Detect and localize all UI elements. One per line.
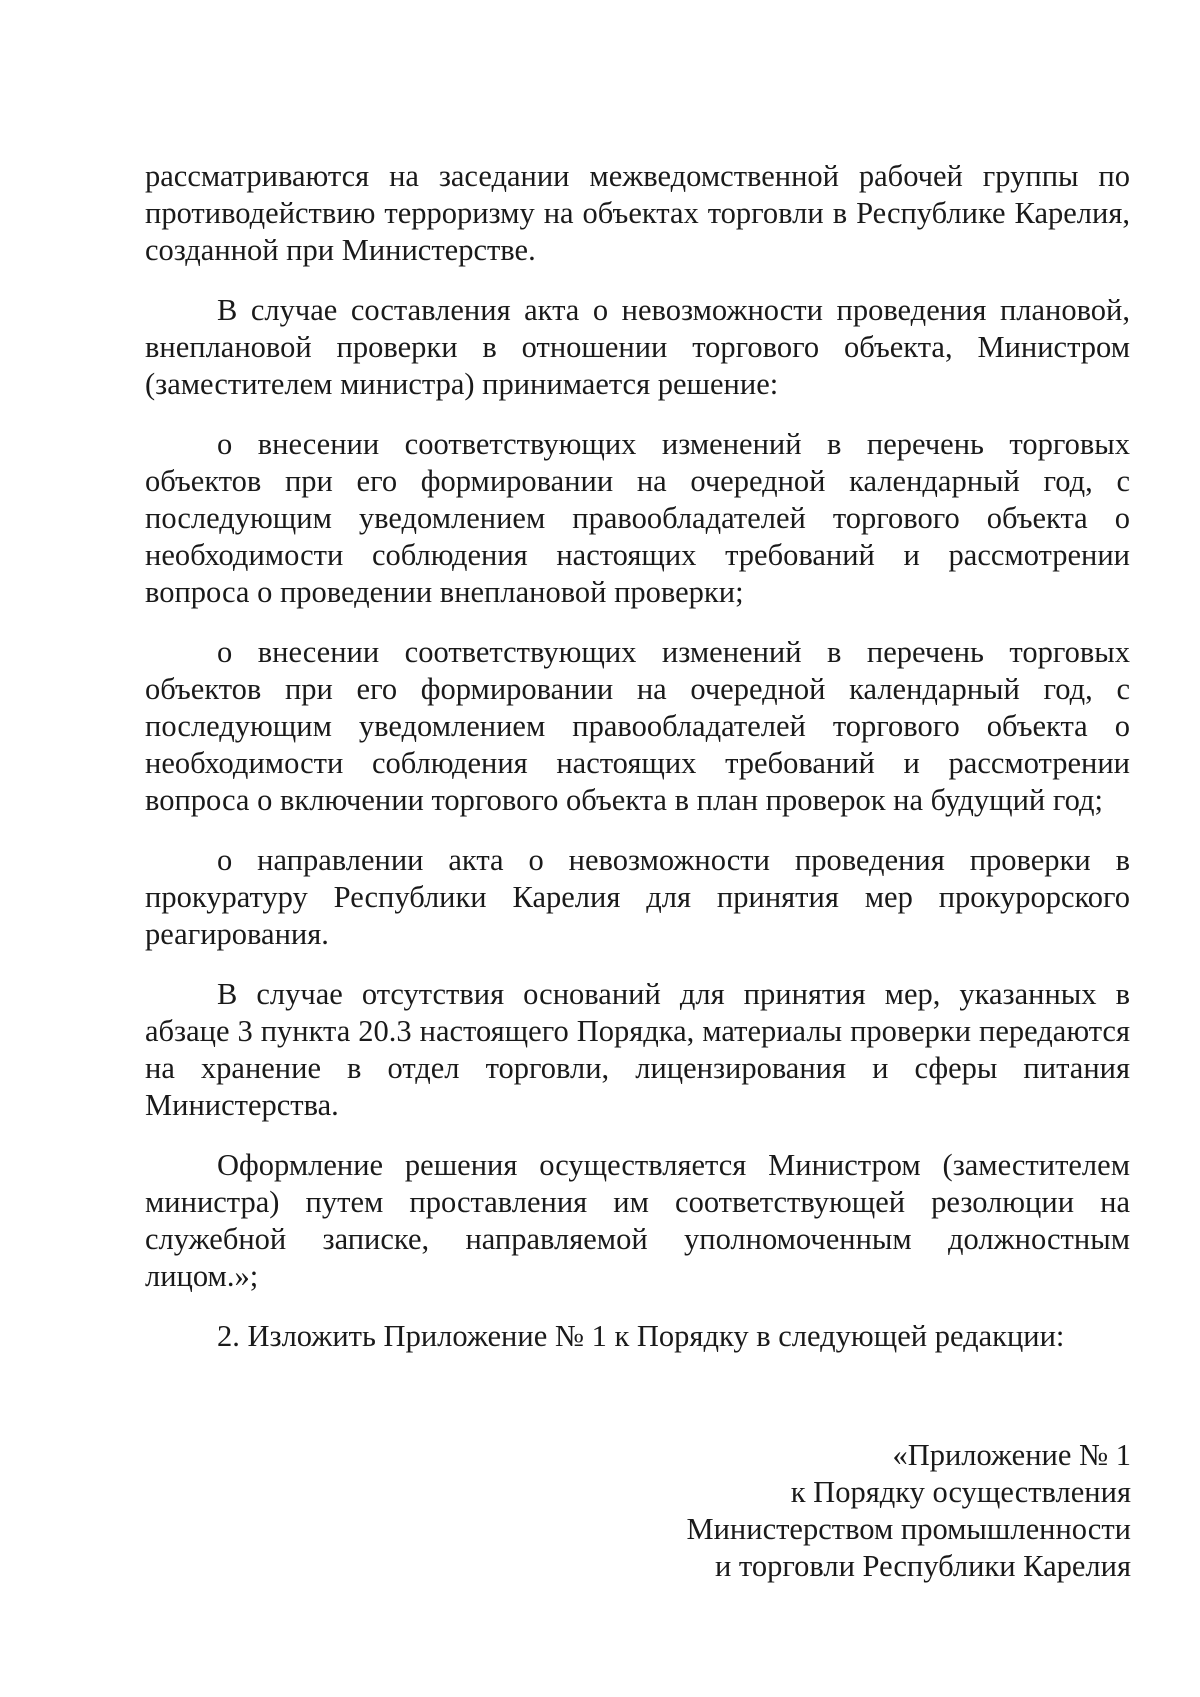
paragraph-continuation: рассматриваются на заседании межведомственной рабочей группы по противодействию терроризму на объектах торговли в Республике Карелия, созданной при Министерстве. [145, 159, 1130, 267]
paragraph-act-decision: В случае составления акта о невозможности проведения плановой, внеплановой проверки в отношении торгового объекта, Министром (заместителем министра) принимается решение: [145, 293, 1130, 401]
paragraph-no-grounds: В случае отсутствия оснований для принятия мер, указанных в абзаце 3 пункта 20.3 настоящего Порядка, материалы проверки передаются на хранение в отдел торговли, лицензирования и сферы питания Министерства. [145, 977, 1130, 1122]
paragraph-option-plan-inclusion: о внесении соответствующих изменений в перечень торговых объектов при его формировании на очередной календарный год, с последующим уведомлением правообладателей торгового объекта о необходимости соблюдения настоящих требований и рассмотрении вопроса о включении торгового объекта в план проверок на будущий год; [145, 635, 1130, 817]
appendix-heading-line: Министерством промышленности [686, 1512, 1131, 1546]
document-body [145, 158, 1130, 1378]
appendix-heading [431, 1437, 1131, 1585]
appendix-heading-line: «Приложение № 1 [892, 1438, 1131, 1472]
paragraph-decision-formalization: Оформление решения осуществляется Министром (заместителем министра) путем проставления им соответствующей резолюции на служебной записке, направляемой уполномоченным должностным лицом.»; [145, 1148, 1130, 1293]
appendix-heading-line: и торговли Республики Карелия [714, 1549, 1131, 1583]
paragraph-item-2: 2. Изложить Приложение № 1 к Порядку в следующей редакции: [217, 1319, 1065, 1353]
appendix-heading-line: к Порядку осуществления [790, 1475, 1131, 1509]
paragraph-option-prosecutor: о направлении акта о невозможности проведения проверки в прокуратуру Республики Карелия для принятия мер прокурорского реагирования. [145, 843, 1130, 951]
paragraph-option-unscheduled-check: о внесении соответствующих изменений в перечень торговых объектов при его формировании на очередной календарный год, с последующим уведомлением правообладателей торгового объекта о необходимости соблюдения настоящих требований и рассмотрении вопроса о проведении внеплановой проверки; [145, 427, 1130, 609]
